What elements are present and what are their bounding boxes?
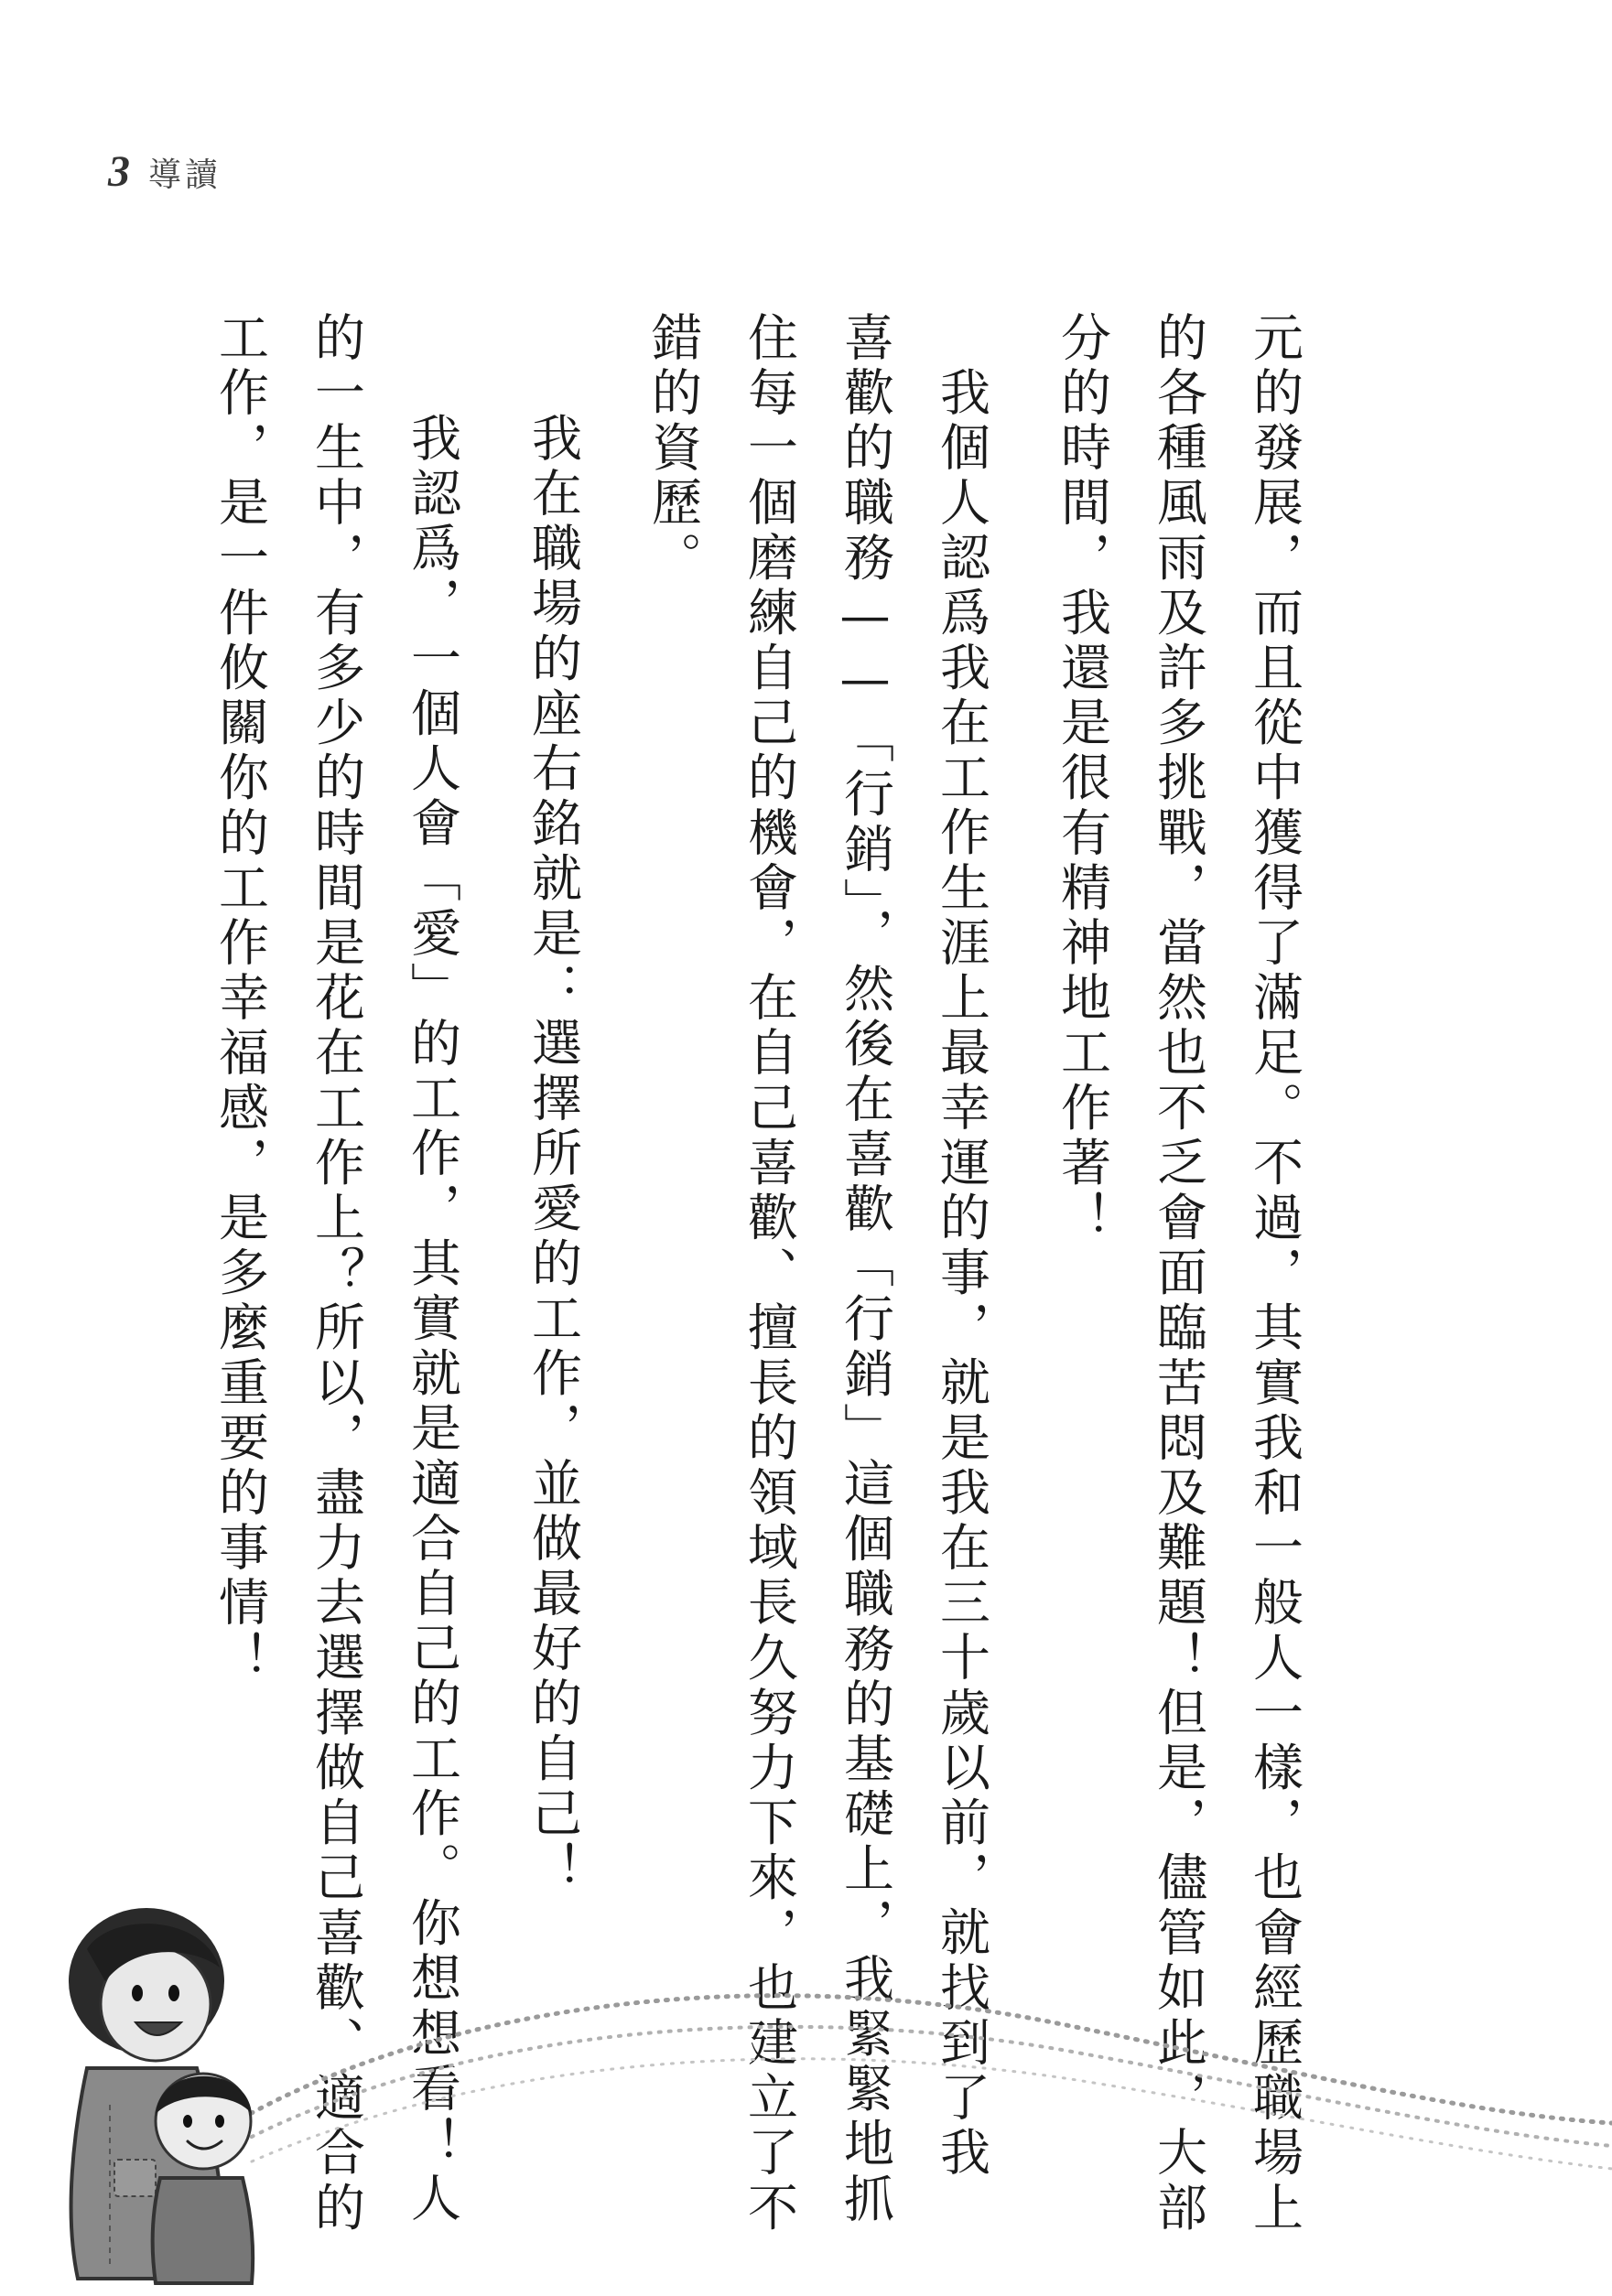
text-column: 我個人認爲我在工作生涯上最幸運的事，就是我在三十歲以前，就找到了我 [932,366,990,2182]
text-column: 工作，是一件攸關你的工作幸福感，是多麼重要的事情！ [211,311,269,1687]
section-title: 導讀 [148,156,222,194]
running-head [108,146,222,201]
text-column: 錯的資歷。 [644,311,702,587]
text-column: 分的時間，我還是很有精神地工作著！ [1053,311,1111,1246]
dotted-trail [233,1996,1612,2123]
text-column: 喜歡的職務——「行銷」，然後在喜歡「行銷」這個職務的基礎上，我緊緊地抓 [836,311,894,2227]
text-column: 的各種風雨及許多挑戰，當然也不乏會面臨苦悶及難題！但是，儘管如此，大部 [1149,311,1207,2237]
child-figure [153,2074,253,2283]
page-number: 3 [108,147,130,196]
dotted-trail [243,2027,1612,2146]
dotted-trail [252,2059,1612,2169]
text-column: 我認爲，一個人會「愛」的工作，其實就是適合自己的工作。你想想看！人 [403,412,461,2227]
mother-and-child-illustration [0,1903,1612,2296]
text-column: 我在職場的座右銘就是：選擇所愛的工作，並做最好的自己！ [524,412,582,1897]
text-column: 元的發展，而且從中獲得了滿足。不過，其實我和一般人一樣，也會經歷職場上 [1245,311,1304,2237]
text-column: 住每一個磨練自己的機會，在自己喜歡、擅長的領域長久努力下來，也建立了不 [740,311,798,2237]
text-column: 的一生中，有多少的時間是花在工作上？所以，盡力去選擇做自己喜歡、適合的 [307,311,365,2237]
